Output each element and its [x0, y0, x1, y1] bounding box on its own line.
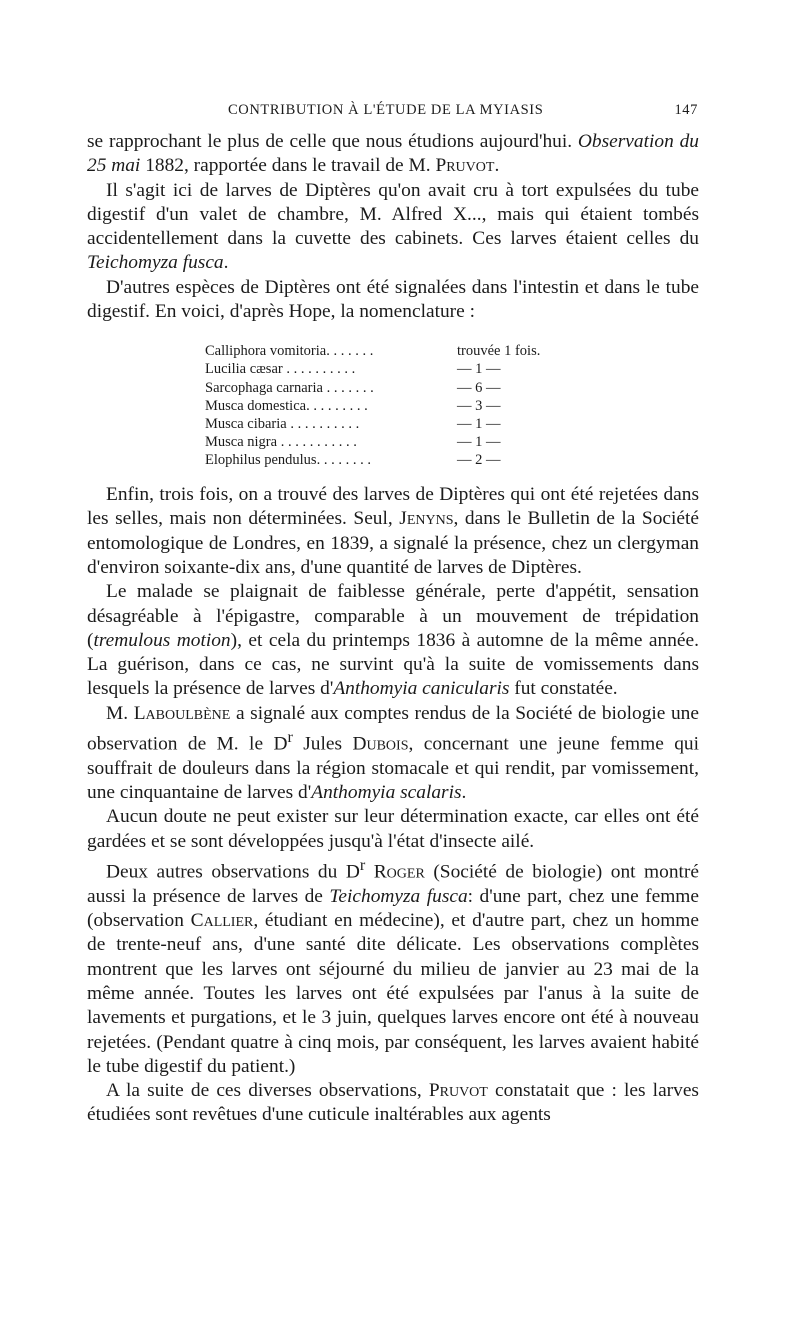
- species-name: Teichomyza fusca: [87, 252, 224, 274]
- author-name: Pruvot: [435, 155, 495, 177]
- running-title: CONTRIBUTION À L'ÉTUDE DE LA MYIASIS: [228, 102, 544, 118]
- table-row: Musca domestica. . . . . . . . . — 3 —: [205, 397, 501, 414]
- paragraph-2: Il s'agit ici de larves de Diptères qu'on avait cru à tort expulsées du tube digestif d'un valet de chambre, M. Alfred X..., mais qui étaient tombés accidentellement dans la cuvette des cabinets. Ces larves étaient celles du Teichomyza fusca.: [87, 179, 699, 274]
- italic-text: tremulous motion: [93, 629, 231, 651]
- body-text: [87, 130, 699, 1128]
- paragraph-4: Enfin, trois fois, on a trouvé des larves de Diptères qui ont été rejetées dans les selles, mais non déterminées. Seul, Jenyns, dans le Bulletin de la Société entomologique de Londres, en 1839, a signalé la présence, chez un clergyman d'environ soixante-dix ans, d'une quantité de larves de Diptères.: [87, 484, 699, 578]
- table-row: Musca nigra . . . . . . . . . . . — 1 —: [205, 433, 501, 450]
- paragraph-3: D'autres espèces de Diptères ont été signalées dans l'intestin et dans le tube digestif. En voici, d'après Hope, la nomenclature :: [87, 276, 699, 323]
- table-row: Calliphora vomitoria. . . . . . . trouvée 1 fois.: [205, 343, 541, 360]
- paragraph-5: Le malade se plaignait de faiblesse générale, perte d'appétit, sensation désagréable à l'épigastre, comparable à un mouvement de trépidation (tremulous motion), et cela du printemps 1836 à automne de la même année. La guérison, dans ce cas, ne survint qu'à la suite de vomissements dans lesquels la présence de larves d'Anthomyia canicularis fut constatée.: [87, 581, 699, 700]
- paragraph-1: se rapprochant le plus de celle que nous étudions aujourd'hui. Observation du 25 mai 1882, rapportée dans le travail de M. Pruvot.: [87, 131, 699, 177]
- author-name: Callier: [190, 910, 254, 932]
- table-row: Lucilia cæsar . . . . . . . . . . — 1 —: [205, 361, 501, 378]
- paragraph-7: Aucun doute ne peut exister sur leur détermination exacte, car elles ont été gardées et se sont développées jusqu'à l'état d'insecte ailé.: [87, 806, 699, 852]
- author-name: Jenyns: [399, 508, 454, 530]
- paragraph-6: M. Laboulbène a signalé aux comptes rendus de la Société de biologie une observation de M. le $D^r$ Jules Dubois, concernant une jeune femme qui souffrait de douleurs dans la région stomacale et qui rendit, par vomissement, une cinquantaine de larves d'Anthomyia scalaris.: [87, 702, 699, 804]
- page-number: 147: [674, 102, 698, 118]
- paragraph-8: Deux autres observations du $D^r$ Roger (Société de biologie) ont montré aussi la présence de larves de Teichomyza fusca: d'une part, chez une femme (observation Callier, étudiant en médecine), et d'autre part, chez un homme de trente-neuf ans, d'une santé dite délicate. Les observations complètes montrent que les larves ont séjourné du milieu de janvier au 23 mai de la même année. Toutes les larves ont été expulsées par l'anus à la suite de lavements et purgations, et le 3 juin, quelques larves encore ont été à nouveau rejetées. (Pendant quatre à cinq mois, par conséquent, les larves avaient habité le tube digestif du patient.): [87, 856, 699, 1077]
- author-name: Pruvot: [428, 1080, 488, 1102]
- species-name: Anthomyia canicularis: [333, 678, 510, 700]
- species-table: [205, 342, 583, 469]
- author-name: Roger: [373, 861, 425, 883]
- italic-text: Observation du 25 mai: [87, 131, 699, 177]
- table-row: Elophilus pendulus. . . . . . . . — 2 —: [205, 451, 501, 468]
- table-row: Musca cibaria . . . . . . . . . . — 1 —: [205, 415, 501, 432]
- species-name: Anthomyia scalaris: [311, 782, 462, 804]
- author-name: Laboulbène: [133, 702, 231, 724]
- author-name: Dubois: [352, 733, 409, 755]
- paragraph-9: A la suite de ces diverses observations, Pruvot constatait que : les larves étudiées sont revêtues d'une cuticule inaltérables aux agents: [87, 1080, 699, 1126]
- table-row: Sarcophaga carnaria . . . . . . . — 6 —: [205, 379, 501, 396]
- species-name: Teichomyza fusca: [329, 885, 468, 907]
